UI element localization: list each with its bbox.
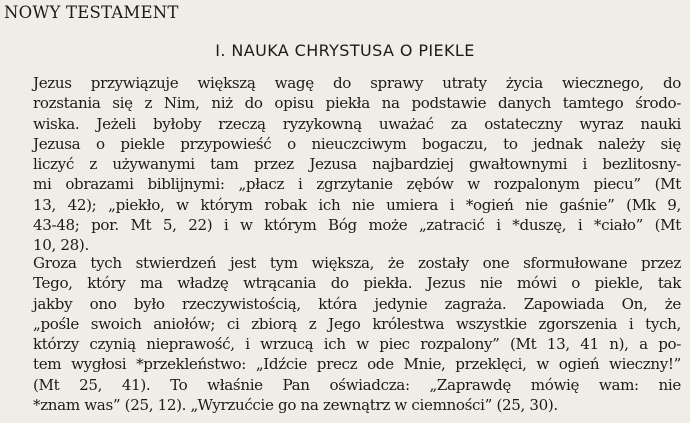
text-line: *znam was” (25, 12). „Wyrzućcie go na zewnątrz w ciemności” (25, 30). (33, 396, 558, 415)
text-line: jakby ono było rzeczywistością, która jedynie zagraża. Zapowiada On, że (33, 294, 681, 313)
text-line: tem wygłosi *przekleństwo: „Idźcie precz ode Mnie, przeklęci, w ogień wieczny!” (33, 355, 681, 374)
chapter-title: I. NAUKA CHRYSTUSA O PIEKLE (215, 41, 475, 60)
running-head: NOWY TESTAMENT (4, 3, 179, 22)
text-line: rozstania się z Nim, niż do opisu piekła na podstawie danych tamtego środo- (33, 94, 681, 113)
paragraph-1 (33, 73, 681, 256)
text-line: Jezusa o piekle przypowieść o nieuczciwym bogaczu, to jednak należy się (33, 134, 681, 153)
text-line: którzy czynią nieprawość, i wrzucą ich w piec rozpalony” (Mt 13, 41 n), a po- (33, 335, 681, 354)
text-line: 10, 28). (33, 236, 89, 255)
text-line: mi obrazami biblijnymi: „płacz i zgrzytanie zębów w rozpalonym piecu” (Mt (33, 175, 681, 194)
text-line: 43-48; por. Mt 5, 22) i w którym Bóg może „zatracić i *duszę, i *ciało” (Mt (33, 216, 681, 235)
text-line: Tego, który ma władzę wtrącania do piekła. Jezus nie mówi o piekle, tak (33, 274, 681, 293)
text-line: 13, 42); „piekło, w którym robak ich nie umiera i *ogień nie gaśnie” (Mk 9, (33, 195, 681, 214)
paragraph-2 (33, 253, 681, 415)
text-line: Jezus przywiązuje większą wagę do sprawy utraty życia wiecznego, do (33, 74, 681, 92)
text-line: wiska. Jeżeli byłoby rzeczą ryzykowną uważać za ostateczny wyraz nauki (33, 114, 681, 133)
text-line: liczyć z używanymi tam przez Jezusa najbardziej gwałtownymi i bezlitosny- (33, 155, 681, 174)
text-line: (Mt 25, 41). To właśnie Pan oświadcza: „Zaprawdę mówię wam: nie (33, 375, 681, 394)
text-line: „pośle swoich aniołów; ci zbiorą z Jego królestwa wszystkie zgorszenia i tych, (33, 314, 681, 333)
text-line: Groza tych stwierdzeń jest tym większa, że zostały one sformułowane przez (33, 254, 681, 272)
